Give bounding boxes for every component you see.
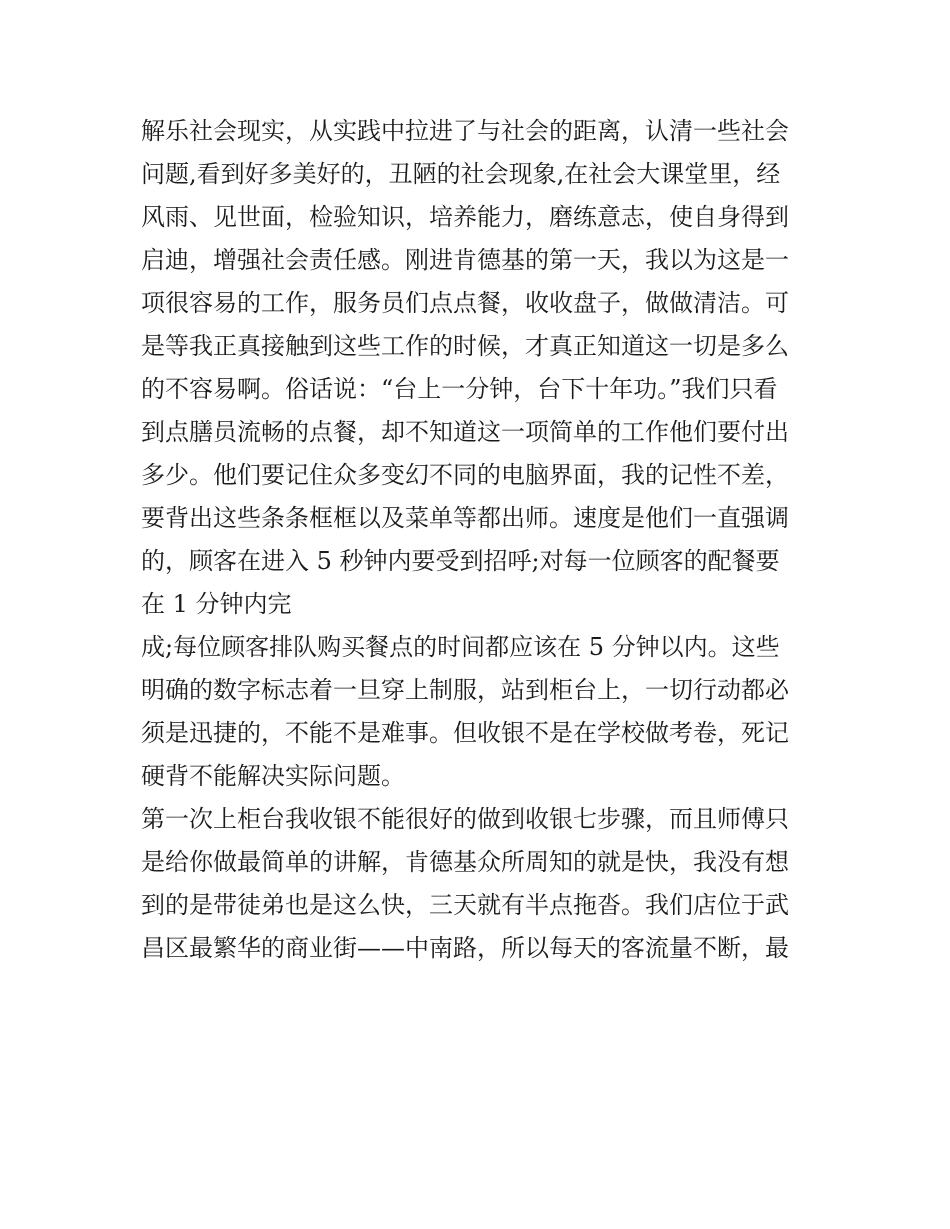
text-line: 须是迅捷的，不能不是难事。但收银不是在学校做考卷，死记: [141, 719, 789, 747]
text-line: 是给你做最简单的讲解，肯德基众所周知的就是快，我没有想: [141, 848, 789, 876]
text-line: 昌区最繁华的商业街——中南路，所以每天的客流量不断，最: [141, 934, 789, 962]
text-line: 到点膳员流畅的点餐，却不知道这一项简单的工作他们要付出: [141, 418, 789, 446]
text-line: 风雨、见世面，检验知识，培养能力，磨练意志，使自身得到: [141, 203, 789, 231]
text-line: 硬背不能解决实际问题。: [141, 762, 405, 790]
document-body: [141, 110, 831, 970]
text-line: 启迪，增强社会责任感。刚进肯德基的第一天，我以为这是一: [141, 246, 789, 274]
text-line: 解乐社会现实，从实践中拉进了与社会的距离，认清一些社会: [141, 117, 789, 145]
text-line: 要背出这些条条框框以及菜单等都出师。速度是他们一直强调: [141, 504, 789, 532]
text-line: 问题,看到好多美好的，丑陋的社会现象,在社会大课堂里，经: [141, 160, 781, 188]
text-line: 明确的数字标志着一旦穿上制服，站到柜台上，一切行动都必: [141, 676, 789, 704]
text-line: 的不容易啊。俗话说：“台上一分钟，台下十年功。”我们只看: [141, 375, 778, 403]
text-line: 在 1 分钟内完: [141, 590, 292, 618]
text-line: 到的是带徒弟也是这么快，三天就有半点拖沓。我们店位于武: [141, 891, 789, 919]
text-line: 第一次上柜台我收银不能很好的做到收银七步骤，而且师傅只: [141, 805, 789, 833]
text-line: 项很容易的工作，服务员们点点餐，收收盘子，做做清洁。可: [141, 289, 789, 317]
text-line: 是等我正真接触到这些工作的时候，才真正知道这一切是多么: [141, 332, 789, 360]
text-line: 多少。他们要记住众多变幻不同的电脑界面，我的记性不差，: [141, 461, 789, 489]
text-line: 成;每位顾客排队购买餐点的时间都应该在 5 分钟以内。这些: [141, 633, 780, 661]
text-line: 的，顾客在进入 5 秒钟内要受到招呼;对每一位顾客的配餐要: [141, 547, 780, 575]
